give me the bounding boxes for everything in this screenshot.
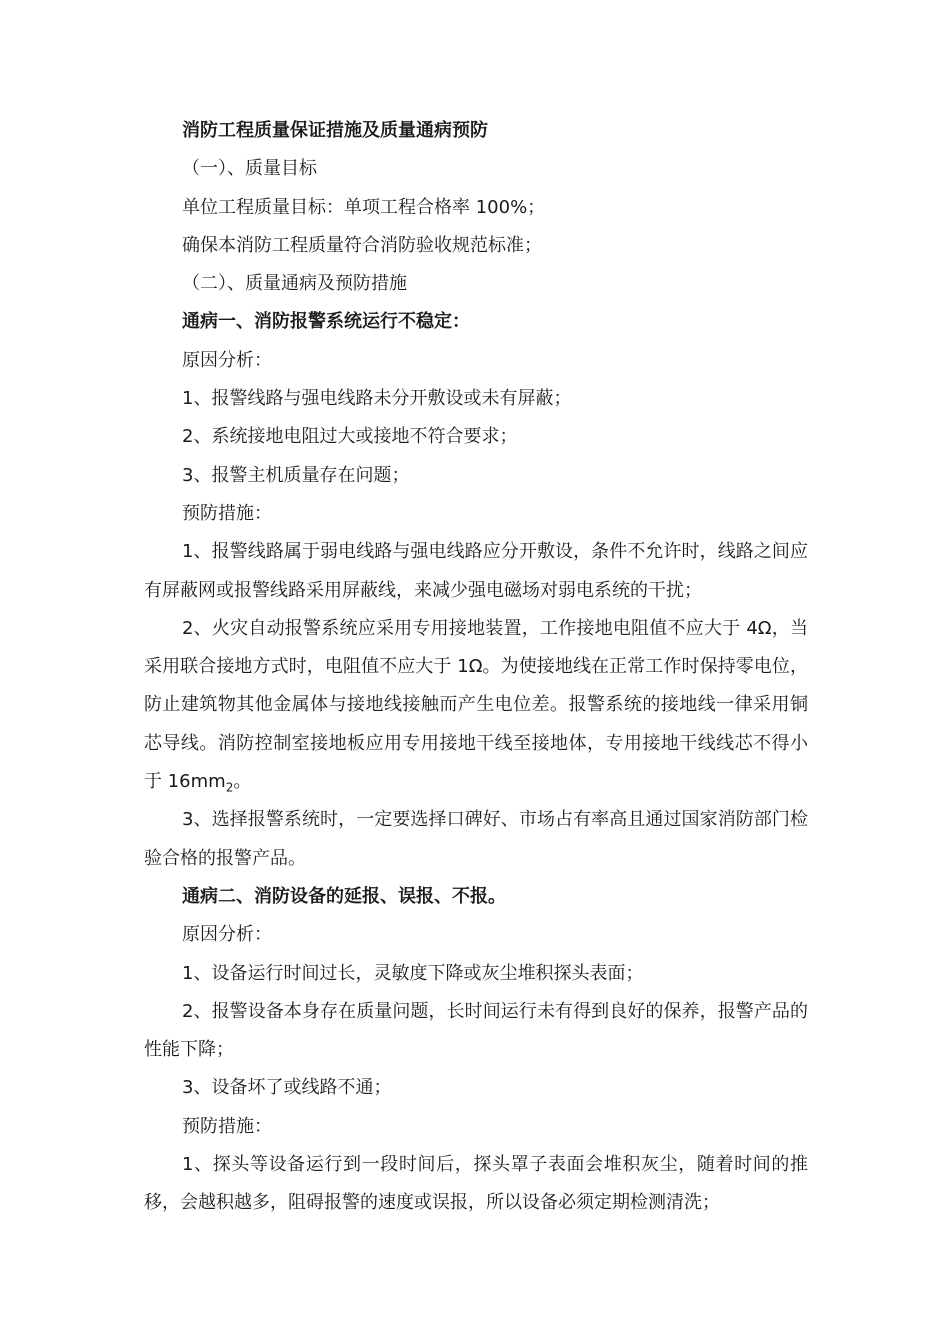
issue1-measure-2-subscript: 2	[225, 780, 234, 795]
issue2-cause-2: 2、报警设备本身存在质量问题，长时间运行未有得到良好的保养，报警产品的性能下降；	[144, 1000, 808, 1061]
issue1-prevent-label: 预防措施：	[182, 502, 272, 524]
issue2-cause-1: 1、设备运行时间过长，灵敏度下降或灰尘堆积探头表面；	[182, 962, 644, 984]
quality-target-line: 单位工程质量目标：单项工程合格率 100%；	[182, 196, 546, 218]
document-page	[144, 112, 808, 1223]
issue1-measure-2	[144, 610, 808, 801]
issue2-cause-3: 3、设备坏了或线路不通；	[182, 1077, 392, 1099]
issue1-measure-2-tail: 。	[233, 771, 252, 793]
section2-heading: （二）、质量通病及预防措施	[182, 273, 407, 295]
issue1-cause-3: 3、报警主机质量存在问题；	[182, 464, 410, 486]
issue1-cause-label: 原因分析：	[182, 349, 272, 371]
document-title: 消防工程质量保证措施及质量通病预防	[182, 120, 488, 141]
issue2-heading: 通病二、消防设备的延报、误报、不报。	[182, 885, 506, 907]
issue2-cause-label: 原因分析：	[182, 924, 272, 946]
issue1-measure-2-text: 2、火灾自动报警系统应采用专用接地装置，工作接地电阻值不应大于 4Ω，当采用联合接地方式时，电阻值不应大于 1Ω。为使接地线在正常工作时保持零电位，防止建筑物其他金属体与接地线接触而产生电位差。报警系统的接地线一律采用铜芯导线。消防控制室接地板应用专用接地干线至接地体，专用接地干线线芯不得小于 16mm	[144, 617, 808, 793]
issue1-cause-1: 1、报警线路与强电线路未分开敷设或未有屏蔽；	[182, 388, 572, 410]
issue2-prevent-label: 预防措施：	[182, 1115, 272, 1137]
section1-heading: （一）、质量目标	[182, 158, 317, 180]
issue1-measure-3: 3、选择报警系统时，一定要选择口碑好、市场占有率高且通过国家消防部门检验合格的报警产品。	[144, 809, 808, 869]
issue1-cause-2: 2、系统接地电阻过大或接地不符合要求；	[182, 426, 518, 448]
issue1-heading: 通病一、消防报警系统运行不稳定：	[182, 311, 470, 333]
issue2-measure-1: 1、探头等设备运行到一段时间后，探头罩子表面会堆积灰尘，随着时间的推移，会越积越多，阻碍报警的速度或误报，所以设备必须定期检测清洗；	[144, 1154, 808, 1214]
issue1-measure-1: 1、报警线路属于弱电线路与强电线路应分开敷设，条件不允许时，线路之间应有屏蔽网或报警线路采用屏蔽线，来减少强电磁场对弱电系统的干扰；	[144, 541, 808, 601]
quality-standard-line: 确保本消防工程质量符合消防验收规范标准；	[182, 234, 542, 256]
